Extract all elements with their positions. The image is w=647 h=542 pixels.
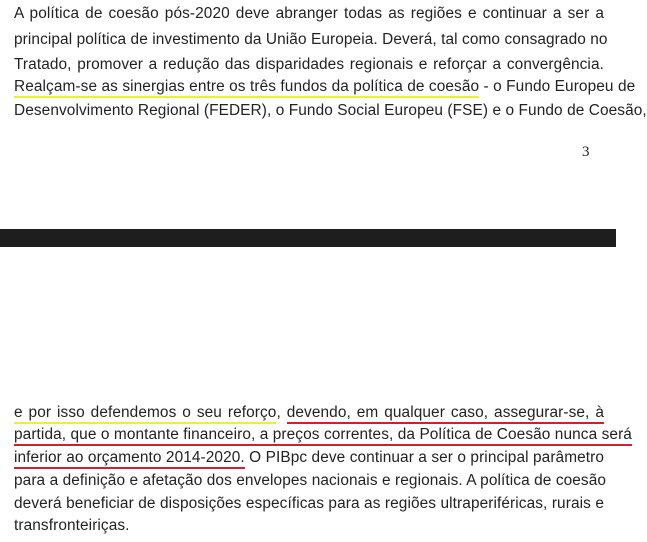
text-line: principal política de investimento da União Europeia. Deverá, tal como consagrado no (14, 31, 608, 48)
yellow-underlined-text: Realçam-se as sinergias entre os três fundos da política de coesão (14, 78, 479, 98)
red-underlined-text: inferior ao orçamento 2014-2020. (14, 449, 245, 469)
text-line: para a definição e afetação dos envelopes nacionais e regionais. A política de coesão (14, 472, 607, 489)
text-line: A política de coesão pós-2020 deve abranger todas as regiões e continuar a ser a (14, 5, 604, 22)
text-line: transfronteiriças. (14, 517, 130, 534)
text-line: deverá beneficiar de disposições específicas para as regiões ultraperiféricas, rurais e (14, 495, 604, 512)
text-span: O PIBpc deve continuar a ser o principal parâmetro (244, 449, 605, 466)
text-span: - o Fundo Europeu de (479, 78, 636, 95)
text-line-highlighted (14, 75, 636, 99)
red-underlined-text: devendo, em qualquer caso, assegurar-se, à (287, 404, 604, 424)
document-page-bottom (0, 247, 632, 542)
text-line-highlighted (14, 423, 632, 447)
text-line-highlighted (14, 401, 604, 425)
text-line: Desenvolvimento Regional (FEDER), o Fundo Social Europeu (FSE) e o Fundo de Coesão, (14, 102, 647, 119)
text-span: , (276, 404, 287, 421)
text-line: Tratado, promover a redução das disparidades regionais e reforçar a convergência. (14, 56, 604, 73)
text-line-highlighted (14, 446, 604, 470)
yellow-underlined-text: e por isso defendemos o seu reforço (14, 404, 276, 424)
document-page-top (0, 0, 647, 229)
page-divider (0, 229, 616, 247)
red-underlined-text: partida, que o montante financeiro, a preços correntes, da Política de Coesão nunca será (14, 426, 632, 446)
page-number: 3 (582, 144, 590, 160)
